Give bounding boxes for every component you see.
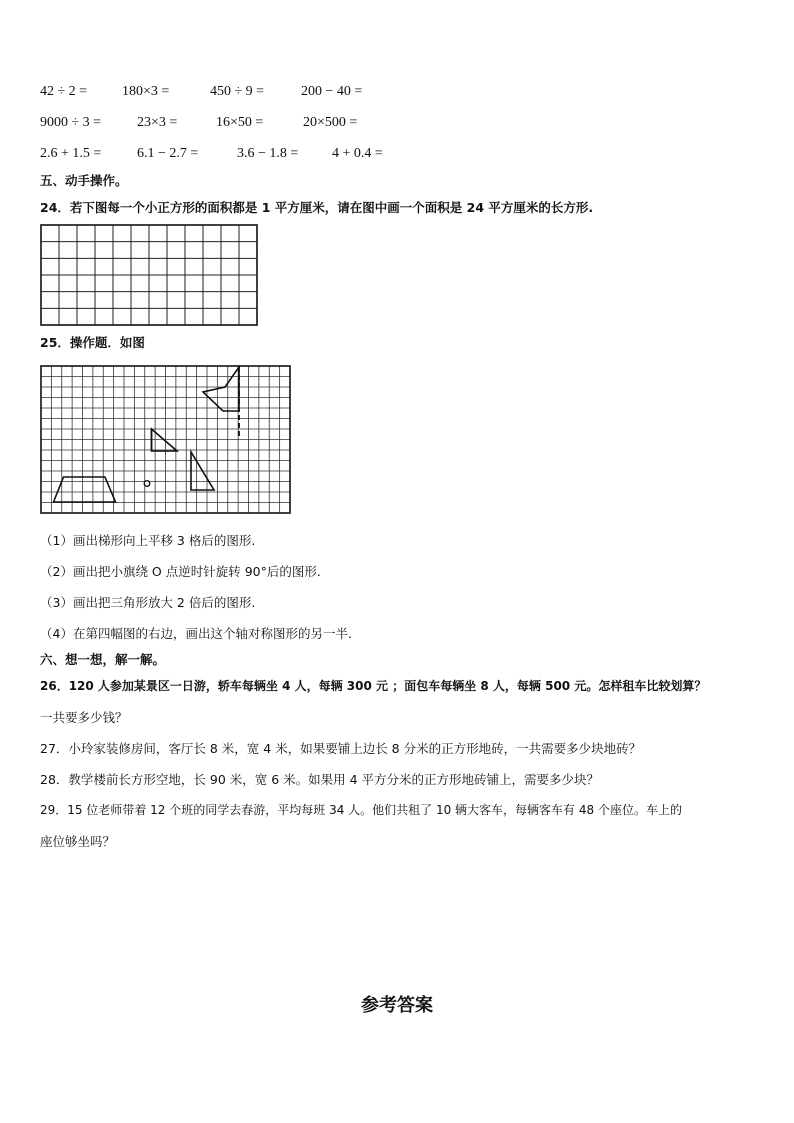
calc-3-3: 3.6 − 1.8 = bbox=[237, 146, 299, 161]
calc-3-4: 4 + 0.4 = bbox=[332, 146, 383, 161]
question-26-line-2: 一共要多少钱？ bbox=[40, 710, 128, 725]
question-29-line-2: 座位够坐吗？ bbox=[40, 834, 116, 849]
question-25-part-1: （1）画出梯形向上平移 3 格后的图形. bbox=[40, 533, 256, 548]
calc-1-1: 42 ÷ 2 = bbox=[40, 84, 88, 99]
calc-1-2: 180×3 = bbox=[122, 84, 170, 99]
question-25-part-4: （4）在第四幅图的右边，画出这个轴对称图形的另一半. bbox=[40, 626, 352, 641]
calc-2-3: 16×50 = bbox=[216, 115, 264, 130]
grid-figure-25 bbox=[40, 365, 294, 516]
trapezoid-shape bbox=[54, 477, 116, 502]
grid-figure-24 bbox=[40, 224, 260, 327]
question-24: 24．若下图每一个小正方形的面积都是 1 平方厘米，请在图中画一个面积是 24 平方厘米的长方形. bbox=[40, 200, 594, 215]
symmetric-half-shape bbox=[203, 367, 239, 411]
answer-key-heading: 参考答案 bbox=[361, 995, 433, 1016]
calc-3-1: 2.6 + 1.5 = bbox=[40, 146, 102, 161]
calc-2-2: 23×3 = bbox=[137, 115, 178, 130]
calc-2-1: 9000 ÷ 3 = bbox=[40, 115, 102, 130]
section-5-heading: 五、动手操作。 bbox=[40, 173, 128, 188]
point-o-marker bbox=[144, 481, 150, 487]
question-28: 28．教学楼前长方形空地，长 90 米，宽 6 米。如果用 4 平方分米的正方形地砖铺上，需要多少块？ bbox=[40, 772, 600, 787]
question-25: 25．操作题．如图 bbox=[40, 335, 145, 350]
calc-1-3: 450 ÷ 9 = bbox=[210, 84, 265, 99]
question-27: 27．小玲家装修房间，客厅长 8 米，宽 4 米，如果要铺上边长 8 分米的正方形地砖，一共需要多少块地砖？ bbox=[40, 741, 642, 756]
calc-1-4: 200 − 40 = bbox=[301, 84, 363, 99]
question-25-part-3: （3）画出把三角形放大 2 倍后的图形. bbox=[40, 595, 256, 610]
question-29-line-1: 29．15 位老师带着 12 个班的同学去春游，平均每班 34 人。他们共租了 10 辆大客车，每辆客车有 48 个座位。车上的 bbox=[40, 803, 682, 817]
section-6-heading: 六、想一想，解一解。 bbox=[40, 652, 166, 667]
question-26-line-1: 26．120 人参加某景区一日游，轿车每辆坐 4 人，每辆 300 元 ；面包车每辆坐 8 人，每辆 500 元。怎样租车比较划算？ bbox=[40, 679, 707, 693]
question-25-part-2: （2）画出把小旗绕 O 点逆时针旋转 90°后的图形. bbox=[40, 564, 321, 579]
calc-3-2: 6.1 − 2.7 = bbox=[137, 146, 199, 161]
calc-2-4: 20×500 = bbox=[303, 115, 358, 130]
